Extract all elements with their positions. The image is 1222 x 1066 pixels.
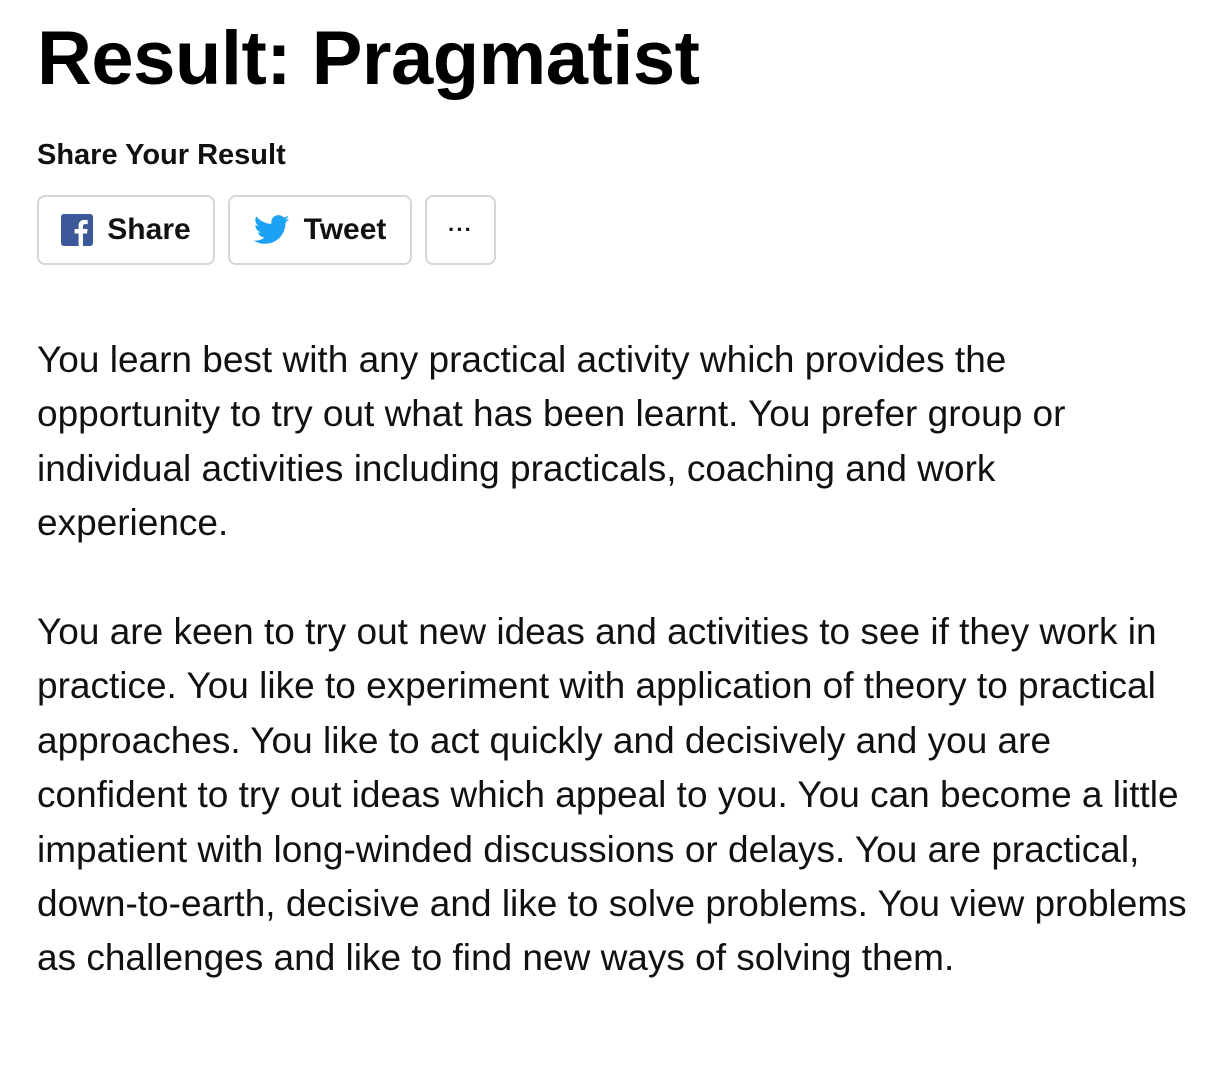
facebook-share-label: Share bbox=[107, 213, 191, 246]
twitter-tweet-button[interactable] bbox=[228, 195, 412, 265]
more-share-options-button[interactable] bbox=[425, 195, 496, 265]
more-icon: ··· bbox=[448, 217, 473, 242]
share-buttons bbox=[37, 195, 496, 265]
facebook-share-button[interactable] bbox=[37, 195, 215, 265]
page-title: Result: Pragmatist bbox=[37, 16, 700, 101]
twitter-icon bbox=[254, 214, 290, 246]
facebook-icon bbox=[61, 214, 93, 246]
twitter-tweet-label: Tweet bbox=[303, 213, 387, 246]
description-paragraph-2: You are keen to try out new ideas and activities to see if they work in practice. You like to experiment with application of theory to practical approaches. You like to act quickly and decisively and you are confident to try out ideas which appeal to you. You can become a little impatient with long-winded discussions or delays. You are practical, down-to-earth, decisive and like to solve problems. You view problems as challenges and like to find new ways of solving them. bbox=[37, 611, 1187, 979]
share-heading: Share Your Result bbox=[37, 139, 286, 171]
description-paragraph-1: You learn best with any practical activity which provides the opportunity to try out what has been learnt. You prefer group or individual activities including practicals, coaching and work experience. bbox=[37, 339, 1066, 544]
